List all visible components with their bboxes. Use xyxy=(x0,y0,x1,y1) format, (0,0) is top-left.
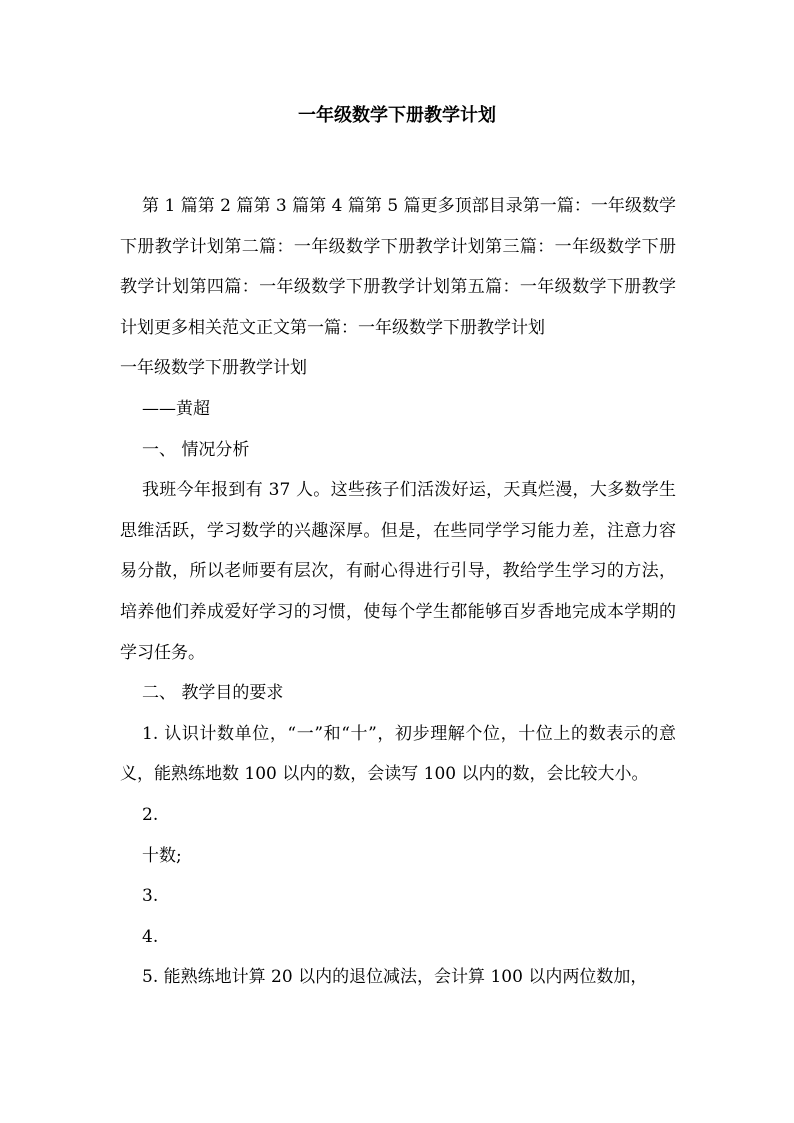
document-title: 一年级数学下册教学计划 xyxy=(298,105,496,126)
document-body xyxy=(120,186,676,998)
toc-paragraph: 第 1 篇第 2 篇第 3 篇第 4 篇第 5 篇更多顶部目录第一篇：一年级数学下册教学计划第二篇：一年级数学下册教学计划第三篇：一年级数学下册教学计划第四篇：一年级数学下册教学计划第五篇：一年级数学下册教学计划更多相关范文正文第一篇：一年级数学下册教学计划 xyxy=(120,196,676,338)
list-item-3: 3. xyxy=(142,886,159,907)
situation-paragraph: 我班今年报到有 37 人。这些孩子们活泼好运，天真烂漫，大多数学生思维活跃，学习数学的兴趣深厚。但是，在些同学学习能力差，注意力容易分散，所以老师要有层次，有耐心得进行引导，教给学生学习的方法，培养他们养成爱好学习的习惯，使每个学生都能够百岁香地完成本学期的学习任务。 xyxy=(120,480,676,663)
list-item-5: 5. 能熟练地计算 20 以内的退位减法，会计算 100 以内两位数加， xyxy=(142,967,648,988)
section-heading-1: 一、 情况分析 xyxy=(142,439,250,460)
list-item-2-text: 十数; xyxy=(142,845,182,866)
section-heading-2: 二、 教学目的要求 xyxy=(142,683,284,704)
list-item-2: 2. xyxy=(142,804,159,825)
plan-heading: 一年级数学下册教学计划 xyxy=(120,358,307,379)
author-line: ——黄超 xyxy=(142,398,210,419)
list-item-4: 4. xyxy=(142,926,159,947)
list-item-1: 1. 认识计数单位，“一”和“十”，初步理解个位，十位上的数表示的意义，能熟练地数 100 以内的数，会读写 100 以内的数，会比较大小。 xyxy=(120,723,676,785)
